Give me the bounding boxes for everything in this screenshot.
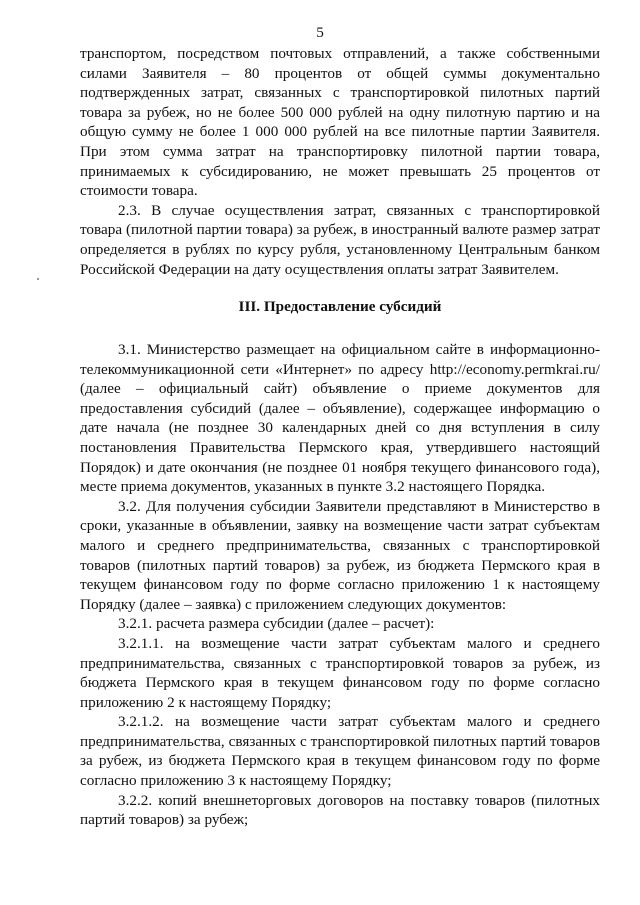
paragraph-3-1: 3.1. Министерство размещает на официальном сайте в информационно-телекоммуникационной сети «Интернет» по адресу http://economy.permkrai.ru/ (далее – официальный сайт) объявление о приеме документов для предоставления субсидий (далее – объявление), содержащее информацию о дате начала (не позднее 30 календарных дней со дня вступления в силу постановления Правительства Пермского края, утвердившего настоящий Порядок) и дате окончания (не позднее 01 ноября текущего финансового года), месте приема документов, указанных в пункте 3.2 настоящего Порядка. — [80, 341, 600, 496]
paragraph-3-2-1: 3.2.1. расчета размера субсидии (далее – расчет): — [118, 615, 435, 633]
paragraph-continuation: транспортом, посредством почтовых отправлений, а также собственными силами Заявителя – 80 процентов от общей суммы документально подтвержденных затрат, связанных с транспортировкой пилотных партий товара за рубеж, но не более 500 000 рублей на одну пилотную партию и на общую сумму не более 1 000 000 рублей на все пилотные партии Заявителя. При этом сумма затрат на транспортировку пилотной партии товара, принимаемых к субсидированию, не может превышать 25 процентов от стоимости товара. — [80, 45, 600, 200]
paragraph-3-2-1-2: 3.2.1.2. на возмещение части затрат субъектам малого и среднего предпринимательства, связанных с транспортировкой пилотных партий товаров за рубеж, из бюджета Пермского края в текущем финансовом году по форме согласно приложению 3 к настоящему Порядку; — [80, 713, 600, 790]
paragraph-3-2: 3.2. Для получения субсидии Заявители представляют в Министерство в сроки, указанные в объявлении, заявку на возмещение части затрат субъектам малого и среднего предпринимательства, связанных с транспортировкой товаров (пилотных партий товаров) за рубеж, из бюджета Пермского края в текущем финансовом году по форме согласно приложению 1 к настоящему Порядку (далее – заявка) с приложением следующих документов: — [80, 497, 600, 613]
paragraph-3-2-2: 3.2.2. копий внешнеторговых договоров на поставку товаров (пилотных партий товаров) за рубеж; — [80, 791, 600, 829]
text-block-lower — [80, 340, 600, 830]
scan-speck — [37, 278, 39, 280]
paragraph-2-3: 2.3. В случае осуществления затрат, связанных с транспортировкой товара (пилотной партии товара) за рубеж, в иностранный валюте размер затрат определяется в рублях по курсу рубля, установленному Центральным банком Российской Федерации на дату осуществления оплаты затрат Заявителем. — [80, 201, 600, 278]
paragraph-3-2-1-1: 3.2.1.1. на возмещение части затрат субъектам малого и среднего предпринимательства, связанных с транспортировкой товаров за рубеж, из бюджета Пермского края в текущем финансовом году по форме согласно приложению 2 к настоящему Порядку; — [80, 634, 600, 711]
page-number: 5 — [316, 24, 324, 41]
section-heading: III. Предоставление субсидий — [238, 298, 442, 315]
text-block-upper — [80, 44, 600, 279]
